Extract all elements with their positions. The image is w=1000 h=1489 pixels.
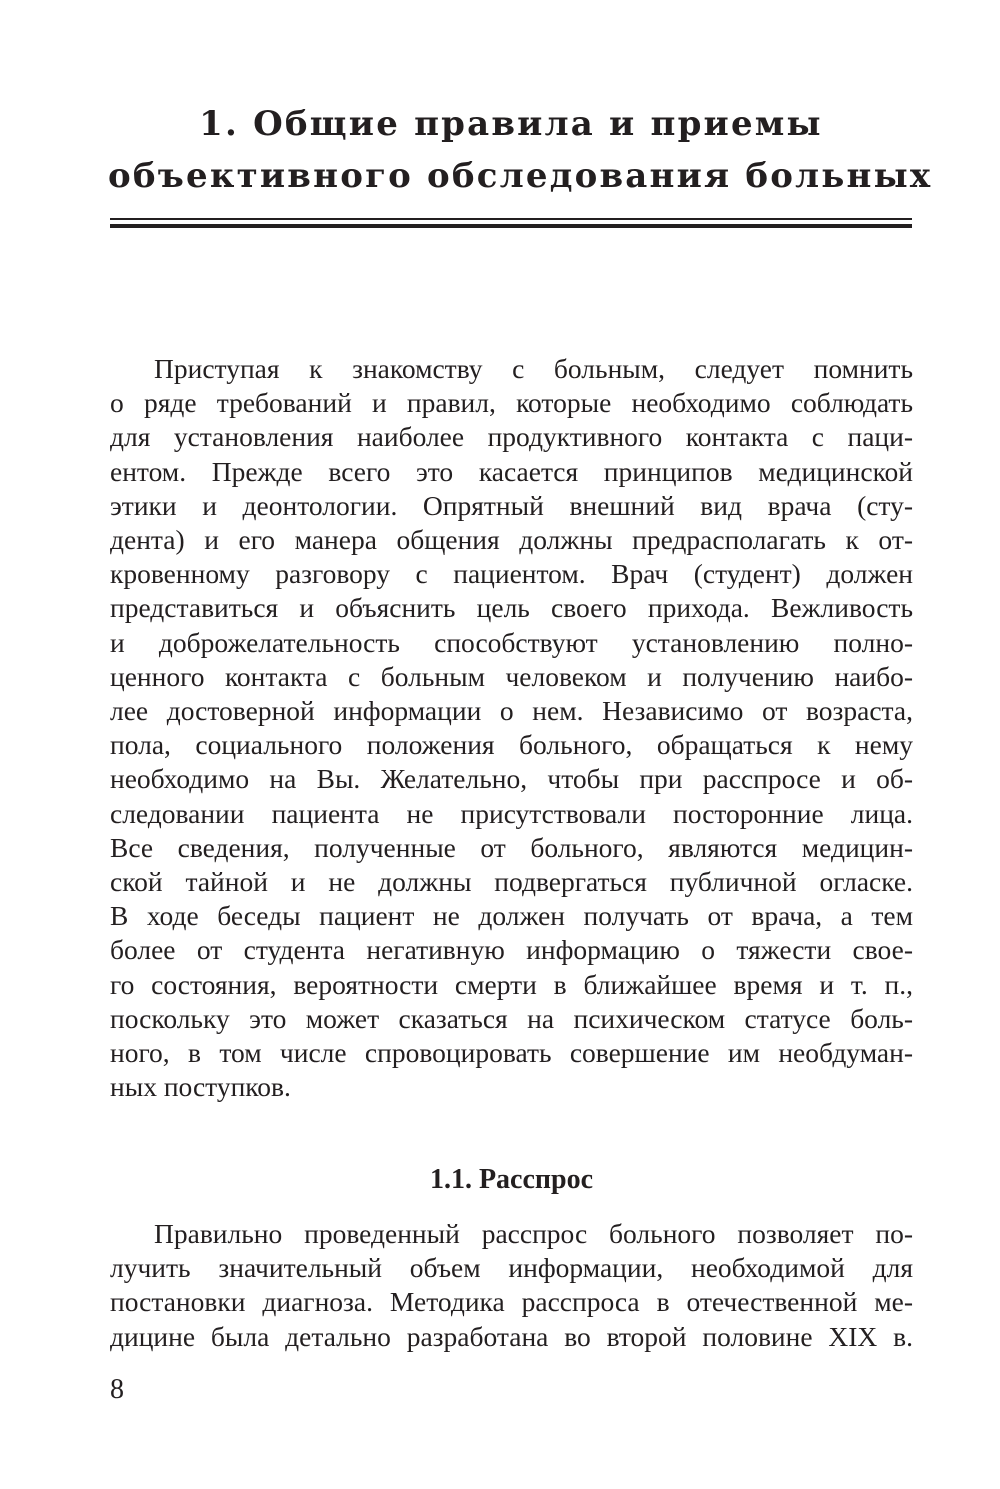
chapter-title bbox=[108, 98, 933, 202]
text-line: Все сведения, полученные от больного, являются медицин- bbox=[110, 831, 913, 863]
text-line: для установления наиболее продуктивного контакта с паци- bbox=[110, 421, 913, 453]
text-line: ных поступков. bbox=[110, 1071, 291, 1103]
intro-paragraph bbox=[110, 352, 913, 1104]
text-line: более от студента негативную информацию о тяжести свое- bbox=[110, 934, 913, 966]
title-rule-thin bbox=[110, 218, 912, 220]
chapter-title-line: 1. Общие правила и приемы bbox=[199, 104, 823, 144]
text-line: го состояния, вероятности смерти в ближайшее время и т. п., bbox=[110, 968, 913, 1000]
chapter-title-line: объективного обследования больных bbox=[108, 156, 933, 196]
text-line: ентом. Прежде всего это касается принципов медицинской bbox=[110, 455, 913, 487]
text-line: поскольку это может сказаться на психическом статусе боль- bbox=[110, 1002, 913, 1034]
text-line: дента) и его манера общения должны предрасполагать к от- bbox=[110, 524, 913, 556]
text-line: ской тайной и не должны подвергаться публичной огласке. bbox=[110, 866, 913, 898]
text-line: необходимо на Вы. Желательно, чтобы при расспросе и об- bbox=[110, 763, 913, 795]
page-number: 8 bbox=[110, 1374, 124, 1405]
text-line: лучить значительный объем информации, необходимой для bbox=[110, 1252, 913, 1284]
text-line: Приступая к знакомству с больным, следует помнить bbox=[154, 353, 913, 384]
section-paragraph bbox=[110, 1217, 913, 1354]
text-line: ценного контакта с больным человеком и получению наибо- bbox=[110, 660, 913, 692]
title-rule-thick bbox=[110, 224, 912, 228]
text-line: представиться и объяснить цель своего прихода. Вежливость bbox=[110, 592, 913, 624]
text-line: лее достоверной информации о нем. Независимо от возраста, bbox=[110, 695, 913, 727]
text-line: следовании пациента не присутствовали посторонние лица. bbox=[110, 797, 913, 829]
text-line: ного, в том числе спровоцировать совершение им необдуман- bbox=[110, 1037, 913, 1069]
text-line: кровенному разговору с пациентом. Врач (студент) должен bbox=[110, 558, 913, 590]
text-line: пола, социального положения больного, обращаться к нему bbox=[110, 729, 913, 761]
text-line: Правильно проведенный расспрос больного позволяет по- bbox=[154, 1218, 913, 1249]
text-line: о ряде требований и правил, которые необходимо соблюдать bbox=[110, 387, 913, 419]
text-line: этики и деонтологии. Опрятный внешний вид врача (сту- bbox=[110, 489, 913, 521]
section-heading: 1.1. Расспрос bbox=[429, 1164, 594, 1195]
text-line: постановки диагноза. Методика расспроса в отечественной ме- bbox=[110, 1286, 913, 1318]
text-line: В ходе беседы пациент не должен получать от врача, а тем bbox=[110, 900, 913, 932]
title-double-rule bbox=[110, 218, 912, 230]
text-line: дицине была детально разработана во второй половине XIX в. bbox=[110, 1320, 913, 1352]
text-line: и доброжелательность способствуют установлению полно- bbox=[110, 626, 913, 658]
